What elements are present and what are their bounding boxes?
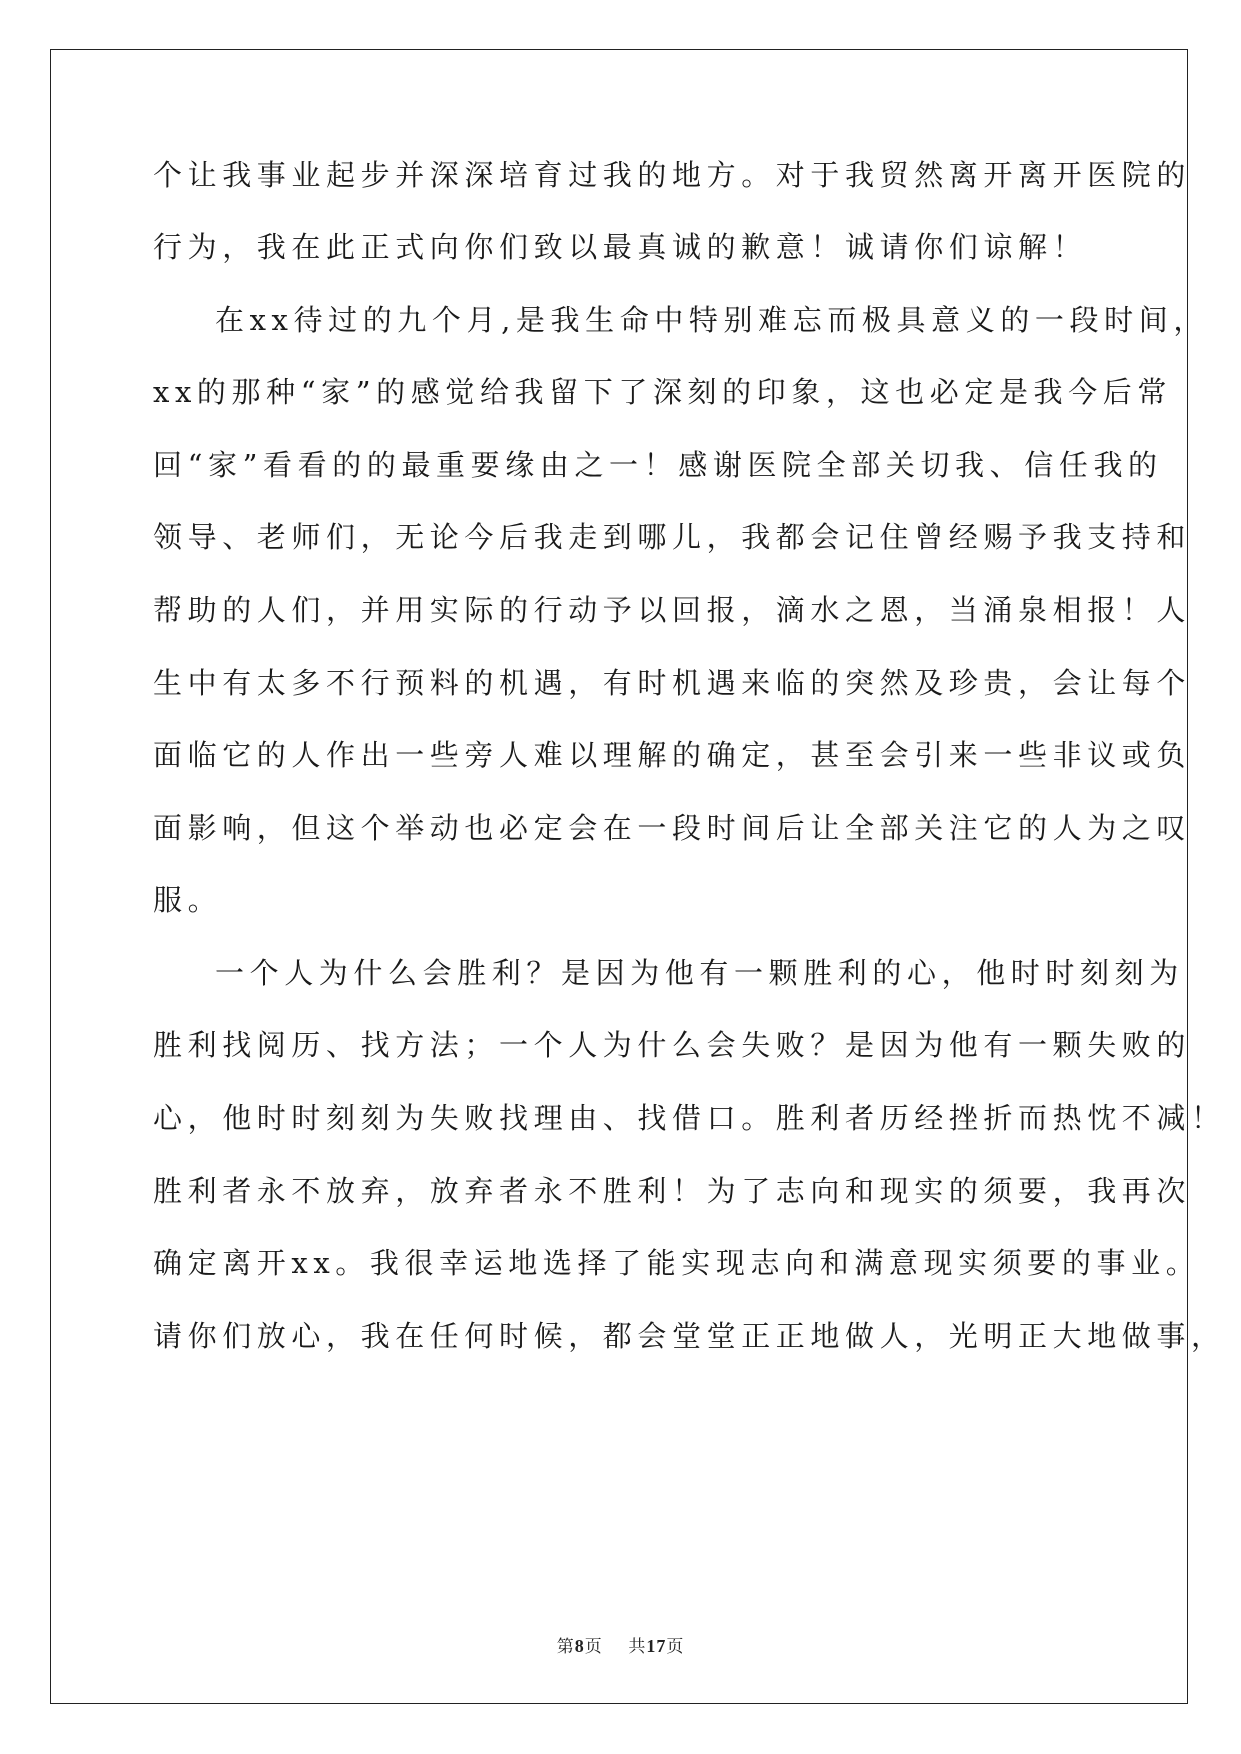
- text-line: 行为，我在此正式向你们致以最真诚的歉意！诚请你们谅解！: [153, 230, 1088, 264]
- text-line: 胜利者永不放弃，放弃者永不胜利！为了志向和现实的须要，我再次: [153, 1174, 1192, 1208]
- page-footer: [0, 1632, 1241, 1657]
- text-line: 面影响，但这个举动也必定会在一段时间后让全部关注它的人为之叹: [153, 811, 1192, 845]
- text-line: 回“家”看看的的最重要缘由之一！感谢医院全部关切我、信任我的: [153, 448, 1163, 482]
- text-line: xx的那种“家”的感觉给我留下了深刻的印象，这也必定是我今后常: [153, 375, 1172, 409]
- text-line: 生中有太多不行预料的机遇，有时机遇来临的突然及珍贵，会让每个: [153, 666, 1192, 700]
- current-page-number: 8: [574, 1636, 585, 1656]
- total-page-number: 17: [646, 1636, 667, 1656]
- text-line: 请你们放心，我在任何时候，都会堂堂正正地做人，光明正大地做事，: [153, 1319, 1226, 1353]
- text-line: 帮助的人们，并用实际的行动予以回报，滴水之恩，当涌泉相报！人: [153, 593, 1192, 627]
- text-line: 胜利找阅历、找方法；一个人为什么会失败？是因为他有一颗失败的: [153, 1028, 1192, 1062]
- text-line: 个让我事业起步并深深培育过我的地方。对于我贸然离开离开医院的: [153, 158, 1192, 192]
- text-line: 心，他时时刻刻为失败找理由、找借口。胜利者历经挫折而热忱不减！: [153, 1101, 1226, 1135]
- text-line: 面临它的人作出一些旁人难以理解的确定，甚至会引来一些非议或负: [153, 738, 1192, 772]
- text-line: 一个人为什么会胜利？是因为他有一颗胜利的心，他时时刻刻为: [215, 956, 1184, 990]
- total-pages-label: 共17页: [628, 1636, 685, 1657]
- text-line: 领导、老师们，无论今后我走到哪儿，我都会记住曾经赐予我支持和: [153, 520, 1192, 554]
- page-border: [50, 49, 1188, 1704]
- text-line: 服。: [153, 883, 223, 917]
- page-label: 第8页: [556, 1636, 603, 1657]
- text-line: 确定离开xx。我很幸运地选择了能实现志向和满意现实须要的事业。: [153, 1246, 1201, 1280]
- text-line: 在xx待过的九个月,是我生命中特别难忘而极具意义的一段时间，: [215, 303, 1208, 337]
